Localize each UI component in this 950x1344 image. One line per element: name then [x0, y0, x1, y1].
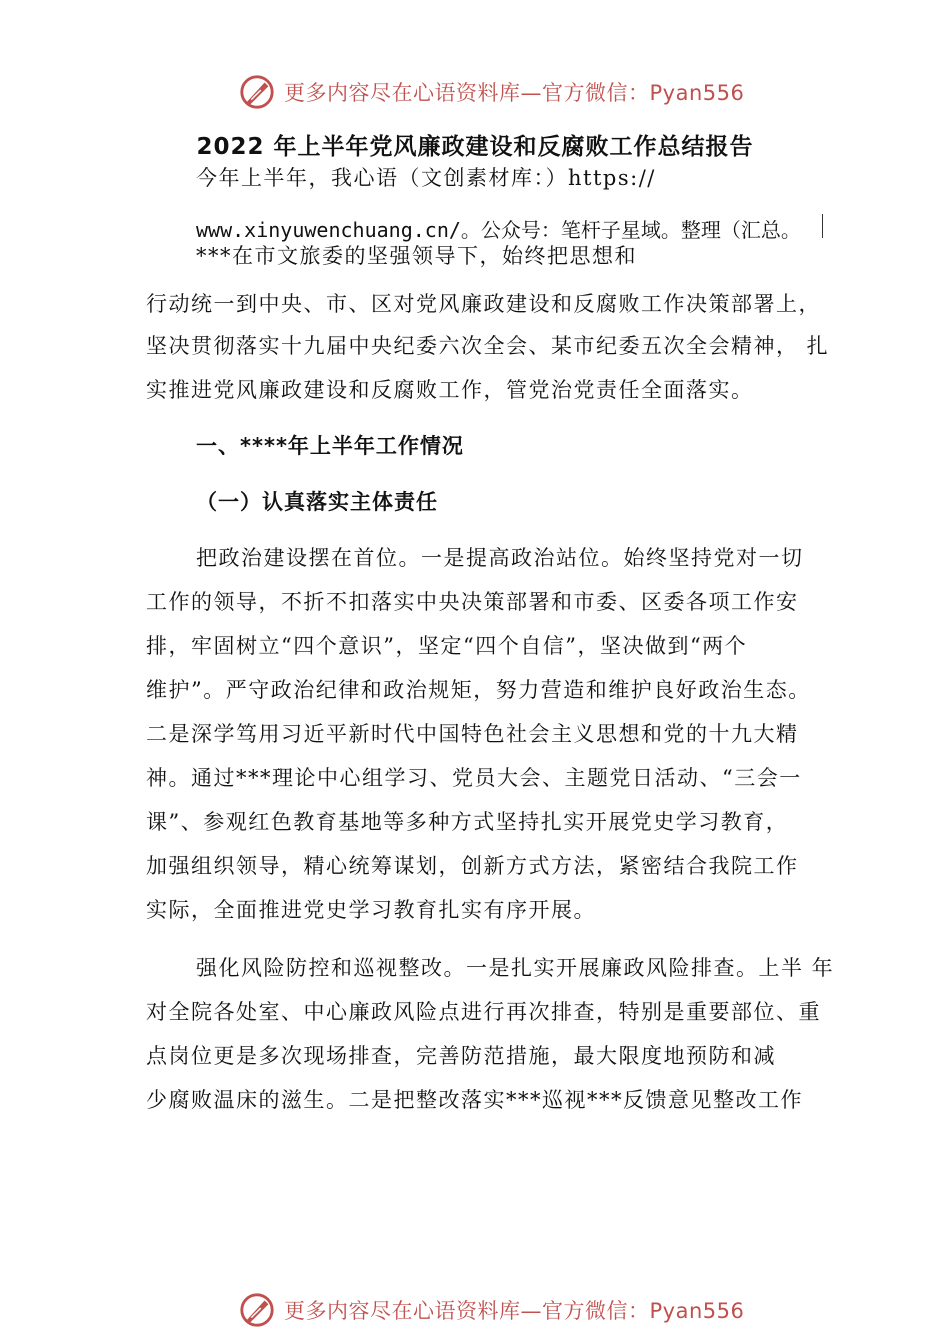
intro-line: 今年上半年，我心语（文创素材库：）https:// [196, 166, 656, 190]
paragraph-line: 对全院各处室、中心廉政风险点进行再次排查，特别是重要部位、重 [146, 1000, 821, 1024]
watermark-header [238, 72, 758, 112]
paragraph-line: 实际，全面推进党史学习教育扎实有序开展。 [146, 898, 596, 922]
watermark-text: 更多内容尽在心语资料库—官方微信：Pyan556 [284, 1299, 745, 1323]
text-cursor [822, 214, 823, 238]
paragraph-line: 维护”。严守政治纪律和政治规矩，努力营造和维护良好政治生态。 [146, 678, 811, 702]
watermark-footer [238, 1290, 758, 1330]
paragraph-line: 点岗位更是多次现场排查，完善防范措施，最大限度地预防和减 [146, 1044, 776, 1068]
paragraph-line: 少腐败温床的滋生。二是把整改落实***巡视***反馈意见整改工作 [146, 1088, 803, 1112]
paragraph-line: 工作的领导，不折不扣落实中央决策部署和市委、区委各项工作安 [146, 590, 799, 614]
subsection-heading: （一）认真落实主体责任 [196, 490, 438, 514]
intro-line: www.xinyuwenchuang.cn/。公众号：笔杆子星域。整理（汇总。 [196, 218, 801, 242]
paragraph-line: 把政治建设摆在首位。一是提高政治站位。始终坚持党对一切 [196, 546, 804, 570]
feather-pen-logo-icon [238, 1291, 276, 1329]
paragraph-line: 排，牢固树立“四个意识”，坚定“四个自信”，坚决做到“两个 [146, 634, 748, 658]
intro-line: 行动统一到中央、市、区对党风廉政建设和反腐败工作决策部署上， [146, 292, 821, 316]
paragraph-line: 强化风险防控和巡视整改。一是扎实开展廉政风险排查。上半 年 [196, 956, 835, 980]
feather-pen-logo-icon [238, 73, 276, 111]
paragraph-line: 二是深学笃用习近平新时代中国特色社会主义思想和党的十九大精 [146, 722, 799, 746]
intro-line: 坚决贯彻落实十九届中央纪委六次全会、某市纪委五次全会精神， 扎 [146, 334, 830, 358]
watermark-text: 更多内容尽在心语资料库—官方微信：Pyan556 [284, 81, 745, 105]
paragraph-line: 神。通过***理论中心组学习、党员大会、主题党日活动、“三会一 [146, 766, 802, 790]
paragraph-line: 课”、参观红色教育基地等多种方式坚持扎实开展党史学习教育， [146, 810, 789, 834]
intro-line: 实推进党风廉政建设和反腐败工作，管党治党责任全面落实。 [146, 378, 754, 402]
document-title: 2022 年上半年党风廉政建设和反腐败工作总结报告 [196, 134, 754, 160]
intro-line: ***在市文旅委的坚强领导下，始终把思想和 [196, 244, 637, 268]
paragraph-line: 加强组织领导，精心统筹谋划，创新方式方法，紧密结合我院工作 [146, 854, 799, 878]
section-heading: 一、****年上半年工作情况 [196, 434, 464, 458]
